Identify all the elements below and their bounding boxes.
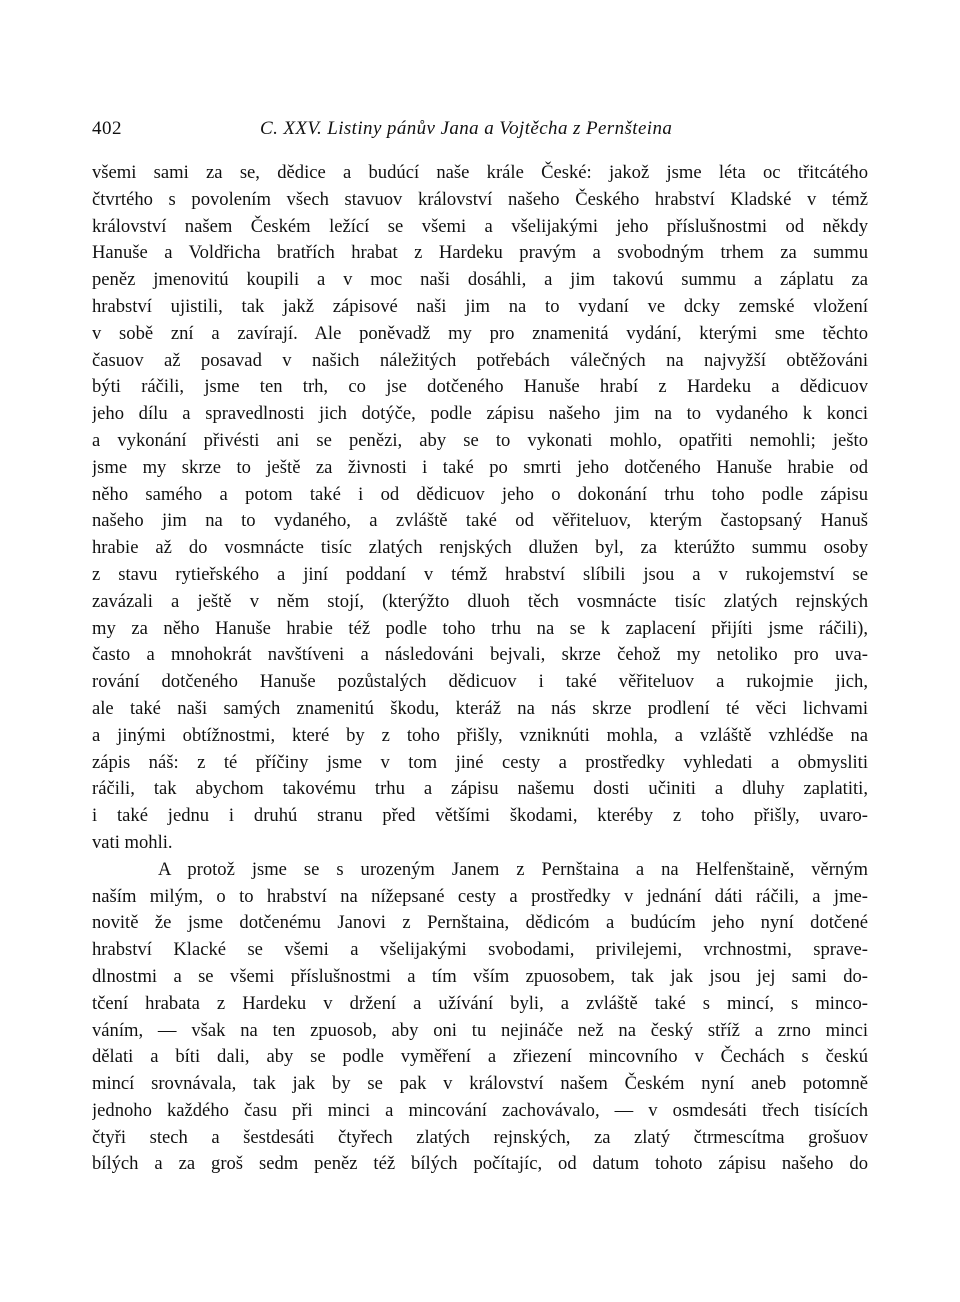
text-line: mincí srovnávala, tak jak by se pak v království našem Českém nyní aneb potomně (92, 1073, 868, 1095)
text-line: království našem Českém ležící se všemi a všelijakými jeho příslušnostmi od někdy (92, 215, 868, 237)
text-line: ráčili, tak abychom takovému trhu a zápisu našemu dosti učiniti a dluhy zaplatiti, (92, 778, 868, 800)
text-line: zápis náš: z té příčiny jsme v tom jiné cesty a prostředky vyhledati a obmysliti (92, 751, 868, 773)
text-line: bílých a za groš sedm peněz též bílých počítajíc, od datum tohoto zápisu našeho do (92, 1153, 868, 1175)
text-line: často a mnohokrát navštíveni a následováni bejvali, skrze čehož my netoliko pro uva- (92, 644, 868, 666)
text-line: dlnostmi a se všemi příslušnostmi a tím vším zpuosobem, tak jak jsou jej sami do- (92, 965, 868, 987)
text-line: v sobě zní a zavírají. Ale poněvadž my pro znamenitá vydání, kterými sme těchto (92, 322, 868, 344)
text-line: novitě že jsme dotčenému Janovi z Pernštaina, dědicóm a budúcím jeho nyní dotčené (92, 912, 868, 934)
text-line: váním, — však na ten zpuosob, aby oni tu nejináče než na český stříž a zrno minci (92, 1019, 868, 1041)
text-line: A protož jsme se s urozeným Janem z Pernštaina a na Helfenštaině, věrným (158, 858, 868, 880)
text-line: jednoho každého času při minci a mincování zachovávalo, — v osmdesáti třech tisících (92, 1099, 868, 1121)
text-line: dělati a bíti dali, aby se podle vyměření a zřiezení mincovního v Čechách s českú (92, 1046, 868, 1068)
text-line: ale také naši samých znamenitú škodu, kteráž na nás skrze prodlení té věci lichvami (92, 697, 868, 719)
text-line: zavázali a ještě v něm stojí, (kterýžto dluoh těch vosmnácte tisíc zlatých rejnských (92, 590, 868, 612)
paragraph-2 (92, 857, 868, 1179)
text-line: čtyři stech a šestdesáti čtyřech zlatých rejnských, za zlatý čtrmescítma grošuov (92, 1126, 868, 1148)
text-line: naším milým, o to hrabství na nížepsané cesty a prostředky v jednání dáti ráčili, a jme- (92, 885, 868, 907)
text-line: býti ráčili, jsme ten trh, co jse dotčeného Hanuše hrabí z Hardeku a dědicuov (92, 376, 868, 398)
text-line: Hanuše a Voldřicha bratřích hrabat z Hardeku pravým a svobodným trhem za summu (92, 242, 868, 264)
text-line: peněz jmenovitú koupili a v moc naši dosáhli, a jim takovú summu a záplatu za (92, 269, 868, 291)
page-header (92, 118, 868, 142)
text-line: rování dotčeného Hanuše pozůstalých dědicuov i také věřiteluov a rukojmie jich, (92, 671, 868, 693)
text-line: z stavu rytieřského a jiní poddaní v témž hrabství slíbili jsou a v rukojemství se (92, 563, 868, 585)
body-text (92, 160, 868, 1178)
text-line: hrabství ujistili, tak jakž zápisové naši jim na to vydaní ve dcky zemské vložení (92, 295, 868, 317)
text-line: i také jednu i druhú stranu před většími škodami, kteréby z toho přišly, uvaro- (92, 805, 868, 827)
text-line: všemi sami za se, dědice a budúcí naše krále České: jakož jsme léta oc třitcátého (92, 162, 868, 183)
text-line: něho samého a potom také i od dědicuov jeho o dokonání trhu toho podle zápisu (92, 483, 868, 505)
text-line: hrabství Klacké se všemi a všelijakými svobodami, privilejemi, vrchnostmi, sprave- (92, 939, 868, 961)
text-line: hrabie až do vosmnácte tisíc zlatých renjských dlužen byl, za kterúžto summu osoby (92, 537, 868, 559)
text-line: čtvrtého s povolením všech stavuov království našeho Českého hrabství Kladské v témž (92, 188, 868, 210)
text-line: tčení hrabata z Hardeku v držení a užívání byli, a zvláště také s mincí, s minco- (92, 992, 868, 1014)
page-number: 402 (92, 118, 122, 139)
text-line: našeho jim na to vydaného, a zvláště také od věřiteluov, kterým častopsaný Hanuš (92, 510, 868, 532)
text-line: a jinými obtížnostmi, které by z toho přišly, vzniknúti mohla, a vzláště vzhlédše na (92, 724, 868, 746)
text-line: jeho dílu a spravedlnosti jich dotýče, podle zápisu našeho jim na to vydaného k konci (92, 403, 868, 425)
paragraph-1 (92, 160, 868, 857)
text-line: my za něho Hanuše hrabie též podle toho trhu na se k zaplacení přijíti jsme ráčili), (92, 617, 868, 639)
text-line: časuov až posavad v našich náležitých potřebách válečných na najvyžší obtěžováni (92, 349, 868, 371)
running-title: C. XXV. Listiny pánův Jana a Vojtěcha z Pernšteina (260, 118, 673, 139)
text-line: a vykonání přivésti ani se penězi, aby se to vykonati mohlo, opatřiti nemohli; ješto (92, 429, 868, 451)
text-line: vati mohli. (92, 831, 173, 853)
text-line: jsme my skrze to ještě za živnosti i také po smrti jeho dotčeného Hanuše hrabie od (92, 456, 868, 478)
